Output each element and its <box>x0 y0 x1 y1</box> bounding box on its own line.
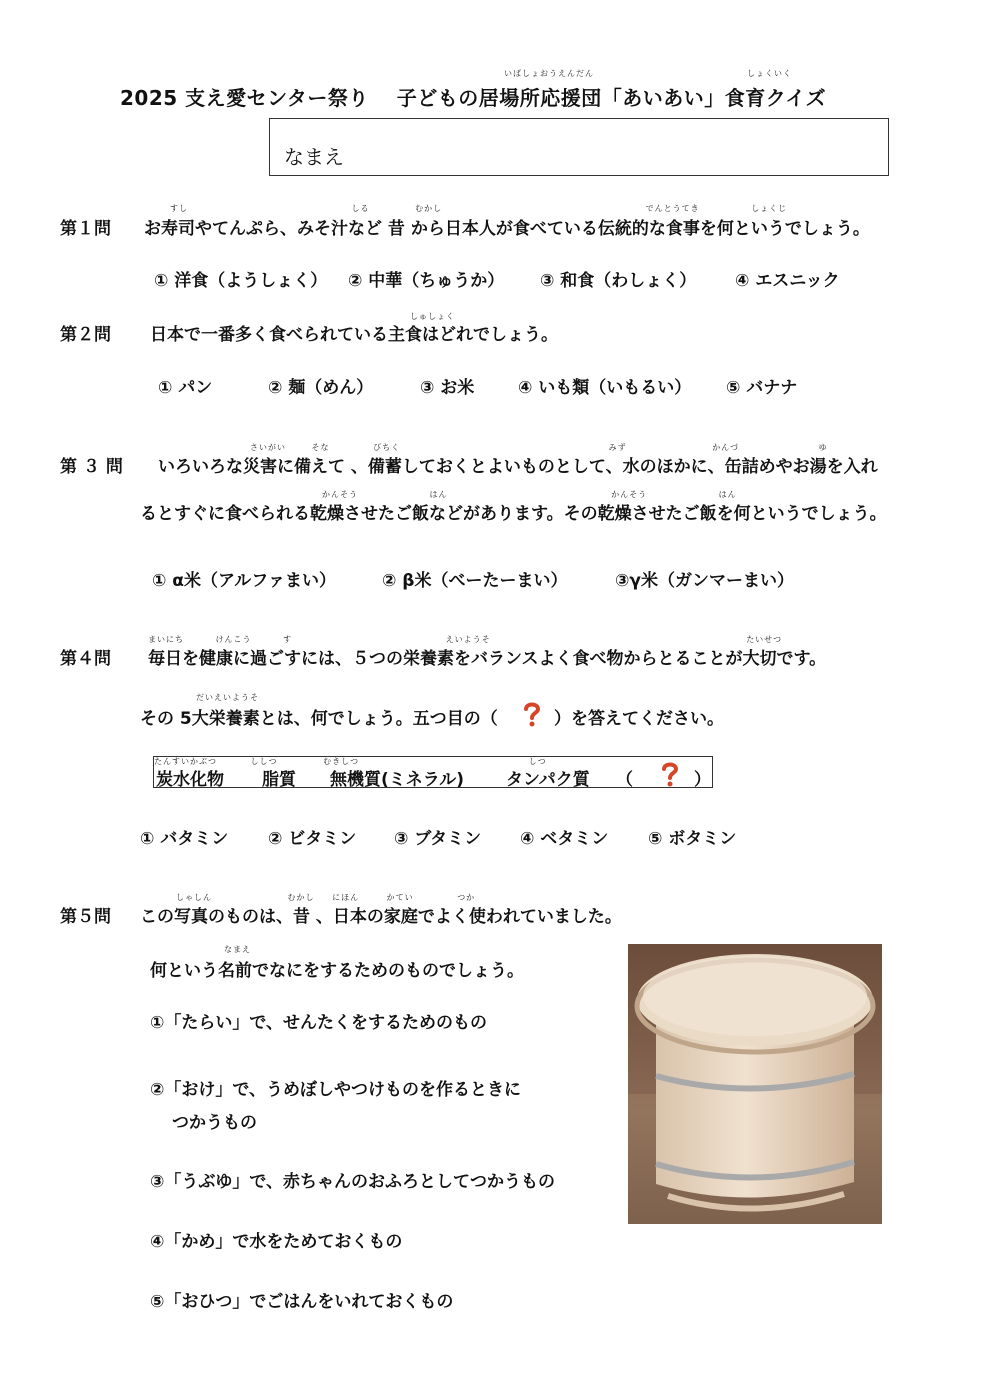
q4-ruby-line1: まいにち けんこう す えいようそ たいせつ <box>148 635 783 644</box>
q1-option-3[interactable]: ③ 和食（わしょく） <box>540 271 697 291</box>
q5-text-line1: この写真のものは、昔 、日本の家庭でよく使われていました。 <box>140 907 622 927</box>
q2-ruby: しゅしょく <box>410 312 455 321</box>
title-ruby-ibasho: いばしょおうえんだん <box>504 69 594 78</box>
q2-text: 日本で一番多く食べられている主食はどれでしょう。 <box>150 325 558 345</box>
q2-number: 第２問 <box>60 325 111 345</box>
q5-option-4[interactable]: ④「かめ」で水をためておくもの <box>150 1232 403 1252</box>
nutrient-4: タンパク質 <box>506 770 590 790</box>
red-question-mark-icon <box>522 701 542 725</box>
q2-option-1[interactable]: ① パン <box>158 378 213 398</box>
q4-text-line1: 毎日を健康に過ごすには、５つの栄養素をバランスよく食べ物からとることが大切です。 <box>148 649 827 669</box>
q4-option-1[interactable]: ① バタミン <box>140 829 229 849</box>
q3-number: 第 ３ 問 <box>60 457 123 477</box>
q4-ruby-line2: だいえいようそ <box>196 693 259 702</box>
q1-text: お寿司やてんぷら、みそ汁など 昔 から日本人が食べている伝統的な食事を何というでしょう。 <box>144 219 870 239</box>
name-field-label: なまえ <box>284 145 344 169</box>
q5-option-3[interactable]: ③「うぶゆ」で、赤ちゃんのおふろとしてつかうもの <box>150 1172 556 1192</box>
q3-ruby-line1: さいがい そな びちく みず かんづ ゆ <box>250 443 828 452</box>
q3-text-line1: いろいろな災害に備えて 、備蓄しておくとよいものとして、水のほかに、缶詰めやお湯を入れ <box>158 457 878 477</box>
q4-text-line2b: ）を答えてください。 <box>554 709 724 729</box>
q1-option-4[interactable]: ④ エスニック <box>735 271 840 291</box>
q5-ruby-line2: なまえ <box>224 945 251 954</box>
q1-option-2[interactable]: ② 中華（ちゅうか） <box>348 271 505 291</box>
nutrient-3: 無機質(ミネラル) <box>330 770 465 790</box>
q1-ruby: すし しる むかし でんとうてき しょくじ <box>170 204 788 213</box>
q4-option-3[interactable]: ③ ブタミン <box>394 829 482 849</box>
q3-option-3[interactable]: ③γ米（ガンマーまい） <box>615 571 794 591</box>
nutrient-open-paren: （ <box>616 770 633 790</box>
ohitsu-photo <box>628 944 882 1224</box>
name-field[interactable] <box>269 118 889 176</box>
red-question-mark-icon <box>660 761 680 785</box>
nutrient-close-paren: ） <box>694 770 711 790</box>
nutrient-box <box>153 756 713 788</box>
q4-option-2[interactable]: ② ビタミン <box>268 829 357 849</box>
nutrient-2: 脂質 <box>262 770 296 790</box>
q2-option-4[interactable]: ④ いも類（いもるい） <box>518 378 692 398</box>
q2-option-3[interactable]: ③ お米 <box>420 378 475 398</box>
q2-option-2[interactable]: ② 麺（めん） <box>268 378 374 398</box>
page-title: 2025 支え愛センター祭り 子どもの居場所応援団「あいあい」食育クイズ <box>120 86 827 110</box>
q5-number: 第５問 <box>60 907 111 927</box>
title-ruby-shokuiku: しょくいく <box>747 69 792 78</box>
q5-option-2[interactable]: ②「おけ」で、うめぼしやつけものを作るときに <box>150 1080 522 1100</box>
q3-ruby-line2: かんそう はん かんそう はん <box>322 490 737 499</box>
q1-number: 第１問 <box>60 219 111 239</box>
q1-option-1[interactable]: ① 洋食（ようしょく） <box>154 271 328 291</box>
q5-ruby: しゃしん むかし にほん かてい つか <box>176 893 476 902</box>
q5-option-5[interactable]: ⑤「おひつ」でごはんをいれておくもの <box>150 1292 454 1312</box>
q3-text-line2: るとすぐに食べられる乾燥させたご飯などがあります。その乾燥させたご飯を何というでしょう。 <box>140 504 887 524</box>
q4-option-4[interactable]: ④ ベタミン <box>520 829 609 849</box>
q5-option-1[interactable]: ①「たらい」で、せんたくをするためのもの <box>150 1013 488 1033</box>
nutrient-ruby: たんすいかぶつ ししつ むきしつ しつ <box>154 757 547 766</box>
q3-option-1[interactable]: ① α米（アルファまい） <box>152 571 336 591</box>
q4-number: 第４問 <box>60 649 111 669</box>
q5-option-2-cont: つかうもの <box>172 1113 257 1133</box>
q4-text-line2a: その 5大栄養素とは、何でしょう。五つ目の（ <box>140 709 498 729</box>
q4-option-5[interactable]: ⑤ ボタミン <box>648 829 737 849</box>
q2-option-5[interactable]: ⑤ バナナ <box>726 378 798 398</box>
q3-option-2[interactable]: ② β米（べーたーまい） <box>382 571 568 591</box>
nutrient-1: 炭水化物 <box>156 770 224 790</box>
q5-text-line2: 何という名前でなにをするためのものでしょう。 <box>150 961 524 981</box>
